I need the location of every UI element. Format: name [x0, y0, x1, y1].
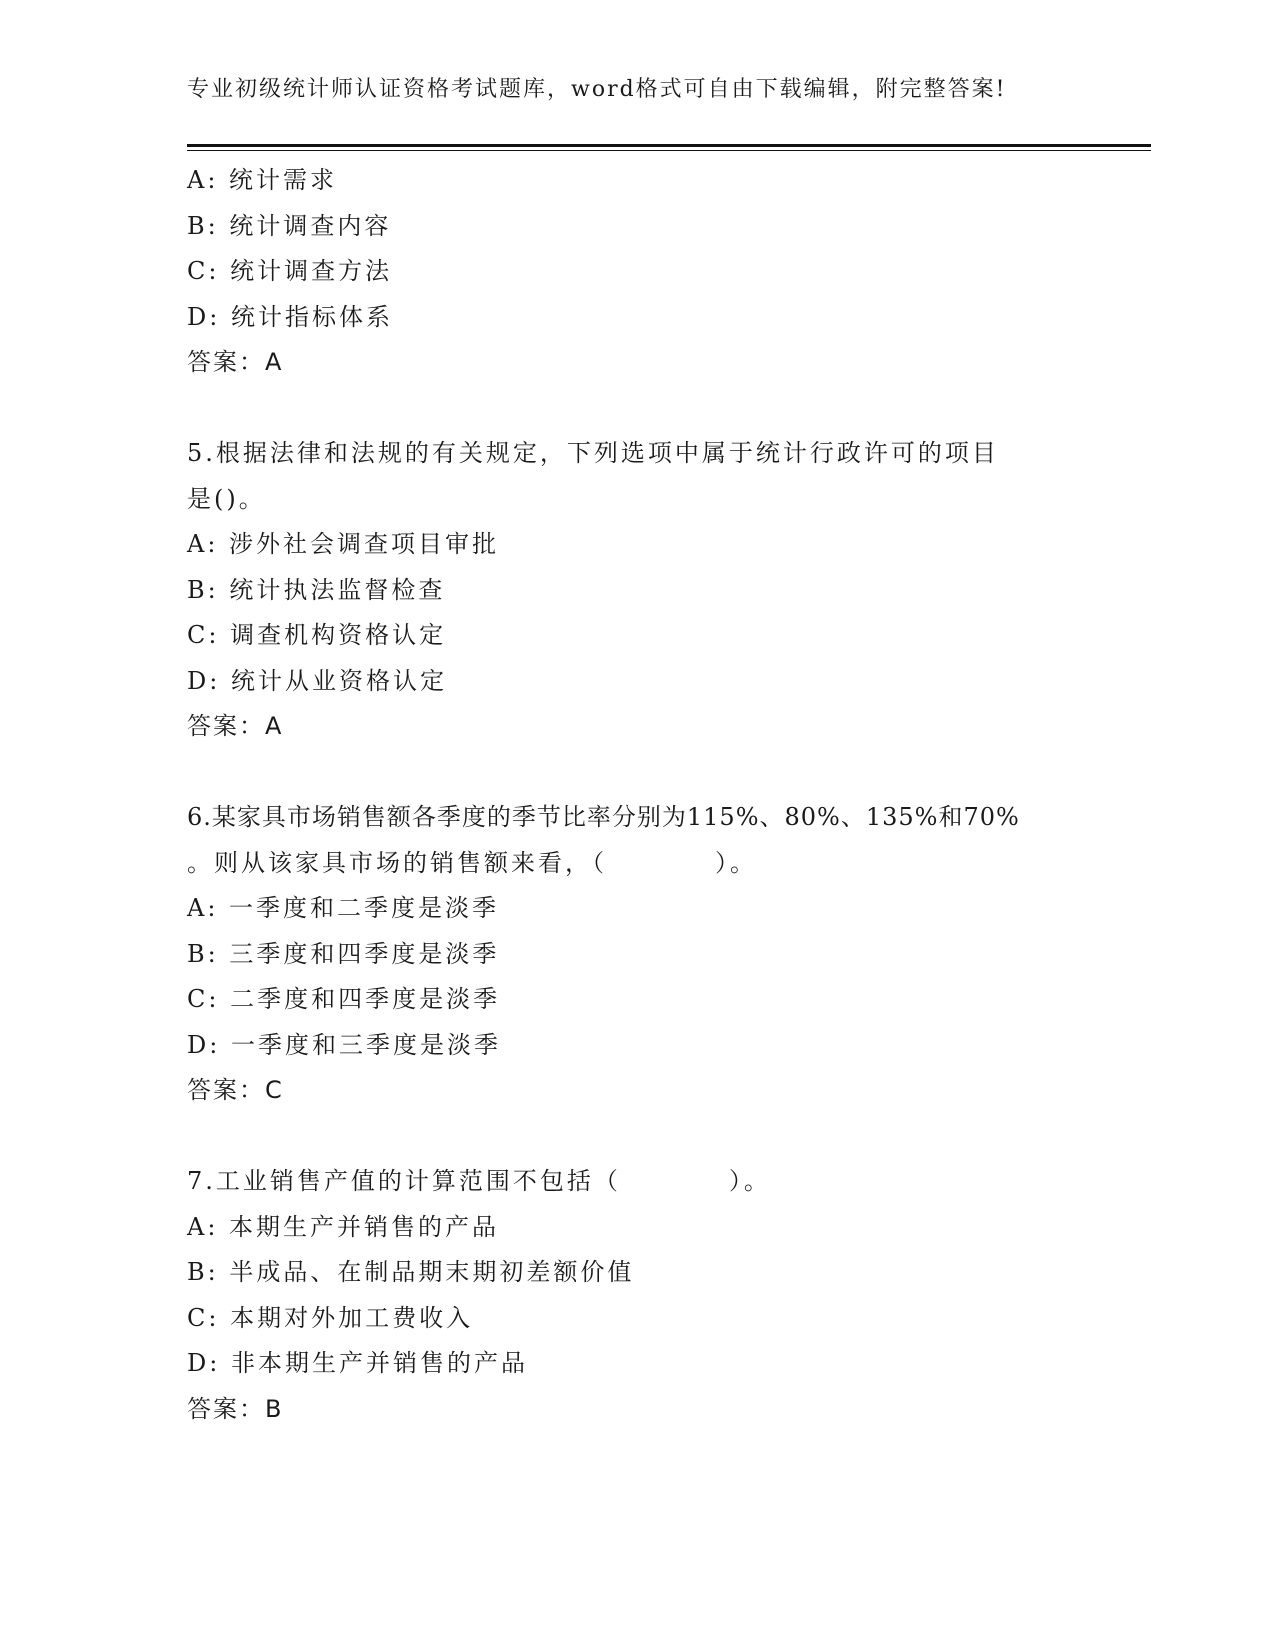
option-c: C: 调查机构资格认定: [187, 621, 447, 649]
option-b: B: 统计执法监督检查: [187, 575, 446, 604]
spacer: [187, 750, 1147, 796]
question-stem-continued: 。则从该家具市场的销售额来看，（ ）。: [187, 848, 757, 877]
option-a: A: 一季度和二季度是淡季: [187, 894, 500, 922]
answer: 答案：B: [187, 1394, 284, 1423]
question-list: [187, 158, 1147, 1432]
option-c: C: 本期对外加工费收入: [187, 1303, 474, 1332]
answer: 答案：C: [187, 1076, 284, 1104]
header-rule-thick: [187, 144, 1151, 147]
option-b: B: 统计调查内容: [187, 211, 392, 240]
question-5: [187, 431, 1147, 750]
option-d: D: 统计指标体系: [187, 302, 393, 331]
question-4: [187, 158, 1147, 386]
option-a: A: 本期生产并销售的产品: [187, 1212, 500, 1241]
spacer: [187, 386, 1147, 432]
spacer: [187, 1114, 1147, 1160]
header-rule-thin: [187, 150, 1151, 151]
question-stem: 6.某家具市场销售额各季度的季节比率分别为115%、80%、135%和70%: [187, 803, 1020, 831]
option-d: D: 统计从业资格认定: [187, 666, 447, 695]
option-c: C: 统计调查方法: [187, 257, 393, 285]
question-stem-continued: 是()。: [187, 484, 266, 513]
answer: 答案：A: [187, 712, 284, 740]
option-b: B: 三季度和四季度是淡季: [187, 939, 500, 968]
question-6: [187, 795, 1147, 1114]
question-7: [187, 1159, 1147, 1432]
option-c: C: 二季度和四季度是淡季: [187, 985, 501, 1013]
option-a: A: 涉外社会调查项目审批: [187, 530, 500, 558]
option-b: B: 半成品、在制品期末期初差额价值: [187, 1258, 635, 1286]
option-a: A: 统计需求: [187, 166, 338, 194]
answer: 答案：A: [187, 348, 284, 376]
question-stem: 5.根据法律和法规的有关规定，下列选项中属于统计行政许可的项目: [187, 439, 999, 467]
question-stem: 7.工业销售产值的计算范围不包括（ ）。: [187, 1167, 771, 1195]
option-d: D: 非本期生产并销售的产品: [187, 1349, 528, 1377]
option-d: D: 一季度和三季度是淡季: [187, 1030, 501, 1059]
page-header: 专业初级统计师认证资格考试题库，word格式可自由下载编辑，附完整答案!: [187, 77, 1007, 102]
